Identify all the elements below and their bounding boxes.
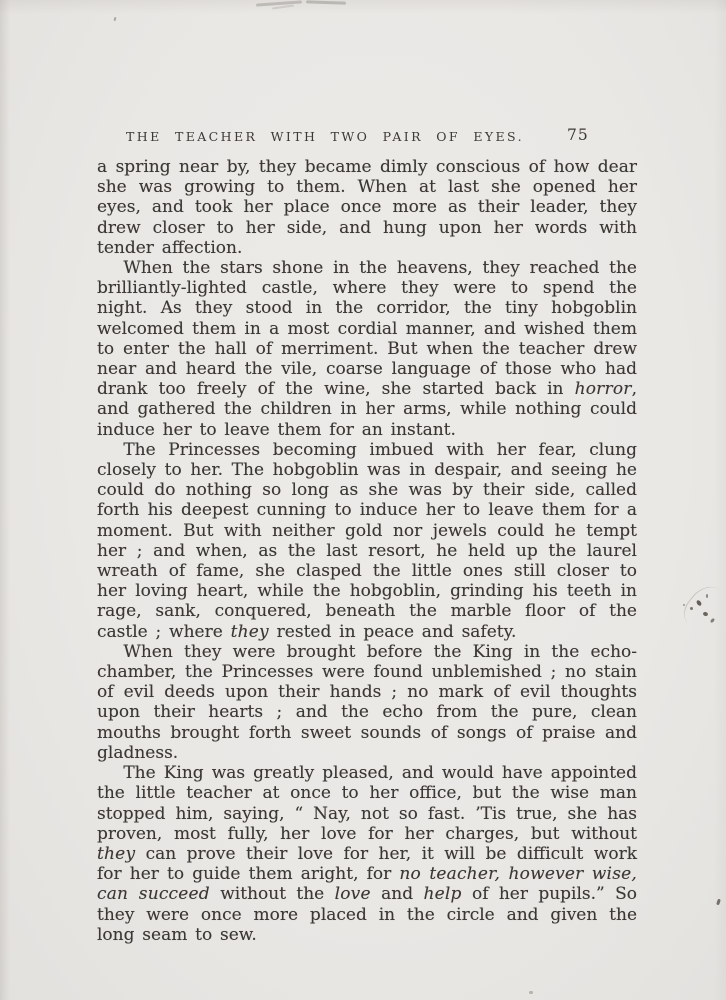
- paragraph: [97, 642, 637, 763]
- paper-fleck: [529, 991, 533, 994]
- top-edge-mark: [256, 0, 302, 6]
- text-run: The Princesses becoming imbued with her fear, clung closely to her. The hobgoblin was in despair, and seeing he could do nothing so long as she was by their side, called forth his deepest cunning to induce her to leave them for a moment. But with neither gold nor jewels could he tempt her ; and when, as the last resort, he held up the laurel wreath of fame, she clasped the little ones still closer to her loving heart, while the hobgoblin, grinding his teeth in rage, sank, conquered, beneath the marble floor of the castle ; where: [97, 439, 637, 642]
- italic-text-run: love: [334, 884, 371, 905]
- italic-text-run: they: [230, 621, 269, 642]
- text-run: a spring near by, they became dimly conscious of how dear she was growing to them. When at last she opened her eyes, and took her place once more as their leader, they drew closer to her side, and hung upon her words with tender affection.: [97, 157, 637, 258]
- ink-smudge: [690, 607, 693, 610]
- text-run: When the stars shone in the heavens, they reached the brilliantly-lighted castle, where they were to spend the night. As they stood in the corridor, the tiny hobgoblin welcomed them in a most cordial manner, and wished them to enter the hall of merriment. But when the teacher drew near and heard the vile, coarse language of those who had drank too freely of the wine, she started back in: [97, 258, 637, 400]
- text-run: When they were brought before the King in the echo-chamber, the Princesses were found unblemished ; no stain of evil deeds upon their hands ; no mark of evil thoughts upon their hearts ; and the echo from the pure, clean mouths brought forth sweet sounds of songs of praise and gladness.: [97, 641, 637, 763]
- paper-fleck: [114, 17, 117, 21]
- running-head: [97, 126, 637, 148]
- page-number: 75: [567, 126, 589, 144]
- paragraph: [97, 763, 637, 945]
- ink-smudge: [696, 599, 703, 606]
- text-run: The King was greatly pleased, and would have appointed the little teacher at once to her office, but the wise man stopped him, saying, “ Nay, not so fast. ’Tis true, she has proven, most fully, her love for her charges, but without: [97, 763, 637, 844]
- page-text: [97, 157, 637, 945]
- text-run: without the: [209, 884, 335, 905]
- text-run: , and gathered the children in her arms, while nothing could induce her to leave them for an instant.: [97, 379, 637, 440]
- paragraph: [97, 258, 637, 440]
- text-run: rested in peace and safety.: [268, 621, 517, 642]
- top-edge-mark: [272, 4, 294, 9]
- paragraph: [97, 440, 637, 642]
- ink-smudge: [706, 594, 708, 598]
- italic-text-run: horror: [574, 379, 632, 400]
- italic-text-run: they: [97, 843, 136, 864]
- ink-smudge: [683, 604, 685, 606]
- ink-smudge: [678, 579, 726, 637]
- ink-smudge: [702, 611, 708, 616]
- text-run: of her pupils.” So they were once more placed in the circle and given the long seam to sew.: [97, 884, 637, 945]
- paper-fleck: [716, 899, 721, 906]
- text-run: and: [370, 884, 424, 905]
- italic-text-run: no teacher, however wise, can succeed: [97, 864, 637, 905]
- chapter-title: THE TEACHER WITH TWO PAIR OF EYES.: [126, 129, 524, 144]
- italic-text-run: help: [423, 884, 462, 905]
- text-run: can prove their love for her, it will be difficult work for her to guide them aright, for: [97, 843, 637, 885]
- top-edge-mark: [306, 0, 346, 4]
- ink-smudge: [710, 618, 716, 624]
- paragraph: [97, 157, 637, 258]
